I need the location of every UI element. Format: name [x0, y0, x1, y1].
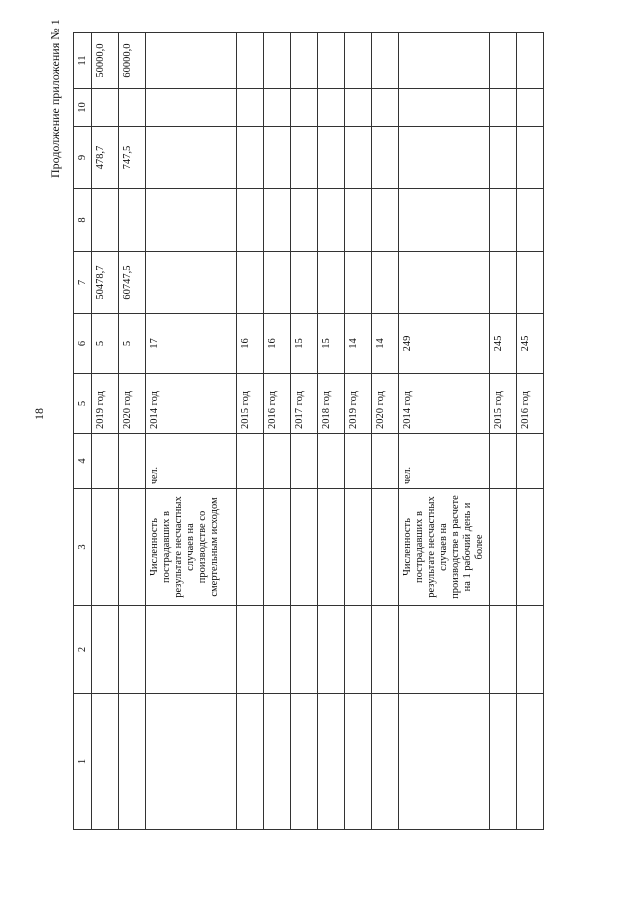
table-cell-col-6: 15 — [318, 314, 345, 374]
table-cell-col-4 — [264, 434, 291, 489]
table-cell-col-8 — [517, 189, 544, 252]
column-number-1: 1 — [74, 694, 92, 830]
table-cell-col-4 — [345, 434, 372, 489]
table-cell-col-4 — [291, 434, 318, 489]
column-number-10: 10 — [74, 89, 92, 127]
table-cell-col-11 — [517, 33, 544, 89]
table-body — [92, 33, 544, 830]
table-cell-col-3 — [92, 489, 119, 606]
table-cell-col-8 — [92, 189, 119, 252]
table-cell-col-4 — [517, 434, 544, 489]
table-cell-col-11 — [345, 33, 372, 89]
table-cell-col-6: 249 — [399, 314, 490, 374]
table-cell-col-7 — [372, 252, 399, 314]
table-cell-col-8 — [490, 189, 517, 252]
table-cell-col-1 — [318, 694, 345, 830]
table-cell-col-11 — [490, 33, 517, 89]
table-cell-col-3 — [490, 489, 517, 606]
table-cell-col-4 — [119, 434, 146, 489]
table-cell-col-6: 245 — [517, 314, 544, 374]
table-row — [399, 33, 490, 830]
column-number-5: 5 — [74, 374, 92, 434]
table-cell-col-11 — [291, 33, 318, 89]
appendix-caption: Продолжение приложения № 1 — [48, 19, 62, 178]
table-cell-col-2 — [237, 606, 264, 694]
table-cell-col-6: 16 — [237, 314, 264, 374]
table-cell-col-10 — [318, 89, 345, 127]
table-cell-col-11: 50000,0 — [92, 33, 119, 89]
table-cell-col-8 — [119, 189, 146, 252]
table-cell-col-5: 2018 год — [318, 374, 345, 434]
table-cell-col-9 — [318, 127, 345, 189]
table-cell-col-2 — [146, 606, 237, 694]
table-cell-col-5: 2015 год — [490, 374, 517, 434]
table-row — [318, 33, 345, 830]
table-cell-col-8 — [372, 189, 399, 252]
table-cell-col-10 — [119, 89, 146, 127]
table-cell-col-7 — [264, 252, 291, 314]
table-cell-col-8 — [399, 189, 490, 252]
table-cell-col-8 — [146, 189, 237, 252]
table-cell-col-9: 478,7 — [92, 127, 119, 189]
table-cell-col-10 — [146, 89, 237, 127]
table-cell-col-10 — [92, 89, 119, 127]
table-cell-col-8 — [318, 189, 345, 252]
table-cell-col-3 — [517, 489, 544, 606]
table-cell-col-4 — [237, 434, 264, 489]
table-cell-col-3 — [318, 489, 345, 606]
table-cell-col-9 — [490, 127, 517, 189]
table-row — [517, 33, 544, 830]
table-cell-col-2 — [399, 606, 490, 694]
table-cell-col-9 — [237, 127, 264, 189]
table-cell-col-4: чел. — [146, 434, 237, 489]
table-cell-col-9 — [372, 127, 399, 189]
table-cell-col-5: 2019 год — [92, 374, 119, 434]
table-cell-col-9 — [399, 127, 490, 189]
column-number-6: 6 — [74, 314, 92, 374]
table-cell-col-10 — [264, 89, 291, 127]
table-cell-col-5: 2014 год — [399, 374, 490, 434]
table-cell-col-5: 2016 год — [517, 374, 544, 434]
table-cell-col-1 — [345, 694, 372, 830]
table-cell-col-9: 747,5 — [119, 127, 146, 189]
table-cell-col-1 — [264, 694, 291, 830]
table-cell-col-6: 17 — [146, 314, 237, 374]
table-cell-col-3 — [291, 489, 318, 606]
table-cell-col-4 — [92, 434, 119, 489]
table-cell-col-9 — [517, 127, 544, 189]
column-number-4: 4 — [74, 434, 92, 489]
table-cell-col-9 — [146, 127, 237, 189]
table-cell-col-5: 2014 год — [146, 374, 237, 434]
table-cell-col-7 — [237, 252, 264, 314]
table-cell-col-2 — [264, 606, 291, 694]
table-cell-col-10 — [291, 89, 318, 127]
table-cell-col-6: 16 — [264, 314, 291, 374]
table-cell-col-10 — [517, 89, 544, 127]
table-cell-col-4: чел. — [399, 434, 490, 489]
table-cell-col-5: 2015 год — [237, 374, 264, 434]
rotated-table-stage — [73, 33, 606, 830]
table-cell-col-1 — [92, 694, 119, 830]
table-row — [146, 33, 237, 830]
table-cell-col-3 — [372, 489, 399, 606]
table-cell-col-3: Численность пострадавших в результате несчастных случаев на производстве в расчете на 1 рабочий день и более — [399, 489, 490, 606]
table-cell-col-11 — [399, 33, 490, 89]
table-cell-col-5: 2020 год — [372, 374, 399, 434]
table-cell-col-7 — [291, 252, 318, 314]
table-cell-col-11 — [264, 33, 291, 89]
table-row — [490, 33, 517, 830]
column-number-9: 9 — [74, 127, 92, 189]
table-row — [92, 33, 119, 830]
table-cell-col-9 — [291, 127, 318, 189]
table-cell-col-6: 5 — [92, 314, 119, 374]
table-cell-col-1 — [490, 694, 517, 830]
column-number-7: 7 — [74, 252, 92, 314]
table-cell-col-2 — [372, 606, 399, 694]
table-cell-col-11 — [146, 33, 237, 89]
table-cell-col-3: Численность пострадавших в результате несчастных случаев на производстве со смертельным исходом — [146, 489, 237, 606]
table-cell-col-3 — [345, 489, 372, 606]
table-cell-col-4 — [372, 434, 399, 489]
table-cell-col-6: 245 — [490, 314, 517, 374]
table-cell-col-2 — [517, 606, 544, 694]
table-cell-col-5: 2017 год — [291, 374, 318, 434]
table-cell-col-3 — [264, 489, 291, 606]
table-cell-col-10 — [372, 89, 399, 127]
table-row — [264, 33, 291, 830]
table-cell-col-1 — [517, 694, 544, 830]
table-cell-col-7 — [399, 252, 490, 314]
table-cell-col-6: 15 — [291, 314, 318, 374]
table-cell-col-1 — [291, 694, 318, 830]
table-cell-col-1 — [237, 694, 264, 830]
table-cell-col-1 — [146, 694, 237, 830]
table-row — [345, 33, 372, 830]
table-cell-col-7: 50478,7 — [92, 252, 119, 314]
table-cell-col-7 — [318, 252, 345, 314]
table-cell-col-8 — [264, 189, 291, 252]
table-cell-col-10 — [237, 89, 264, 127]
table-cell-col-7: 60747,5 — [119, 252, 146, 314]
table-cell-col-2 — [318, 606, 345, 694]
table-cell-col-4 — [318, 434, 345, 489]
table-cell-col-10 — [345, 89, 372, 127]
table-cell-col-10 — [399, 89, 490, 127]
column-number-8: 8 — [74, 189, 92, 252]
table-cell-col-11 — [237, 33, 264, 89]
table-cell-col-2 — [92, 606, 119, 694]
table-row — [291, 33, 318, 830]
page-number: 18 — [32, 408, 46, 420]
table-cell-col-6: 5 — [119, 314, 146, 374]
table-cell-col-10 — [490, 89, 517, 127]
table-cell-col-2 — [345, 606, 372, 694]
table-cell-col-9 — [264, 127, 291, 189]
column-number-11: 11 — [74, 33, 92, 89]
table-cell-col-7 — [490, 252, 517, 314]
table-cell-col-3 — [119, 489, 146, 606]
table-row — [372, 33, 399, 830]
table-cell-col-8 — [345, 189, 372, 252]
table-cell-col-11 — [318, 33, 345, 89]
table-cell-col-3 — [237, 489, 264, 606]
indicators-table — [73, 32, 544, 830]
table-cell-col-7 — [146, 252, 237, 314]
table-cell-col-2 — [119, 606, 146, 694]
table-cell-col-4 — [490, 434, 517, 489]
table-cell-col-6: 14 — [372, 314, 399, 374]
table-cell-col-7 — [345, 252, 372, 314]
table-cell-col-11: 60000,0 — [119, 33, 146, 89]
table-cell-col-6: 14 — [345, 314, 372, 374]
table-cell-col-1 — [399, 694, 490, 830]
column-number-3: 3 — [74, 489, 92, 606]
table-cell-col-8 — [291, 189, 318, 252]
table-cell-col-9 — [345, 127, 372, 189]
table-cell-col-7 — [517, 252, 544, 314]
table-row — [237, 33, 264, 830]
table-cell-col-5: 2020 год — [119, 374, 146, 434]
table-cell-col-5: 2016 год — [264, 374, 291, 434]
table-cell-col-8 — [237, 189, 264, 252]
table-cell-col-5: 2019 год — [345, 374, 372, 434]
column-number-row — [74, 33, 92, 830]
table-cell-col-1 — [119, 694, 146, 830]
table-row — [119, 33, 146, 830]
table-cell-col-1 — [372, 694, 399, 830]
table-cell-col-2 — [490, 606, 517, 694]
column-number-2: 2 — [74, 606, 92, 694]
table-cell-col-2 — [291, 606, 318, 694]
table-cell-col-11 — [372, 33, 399, 89]
